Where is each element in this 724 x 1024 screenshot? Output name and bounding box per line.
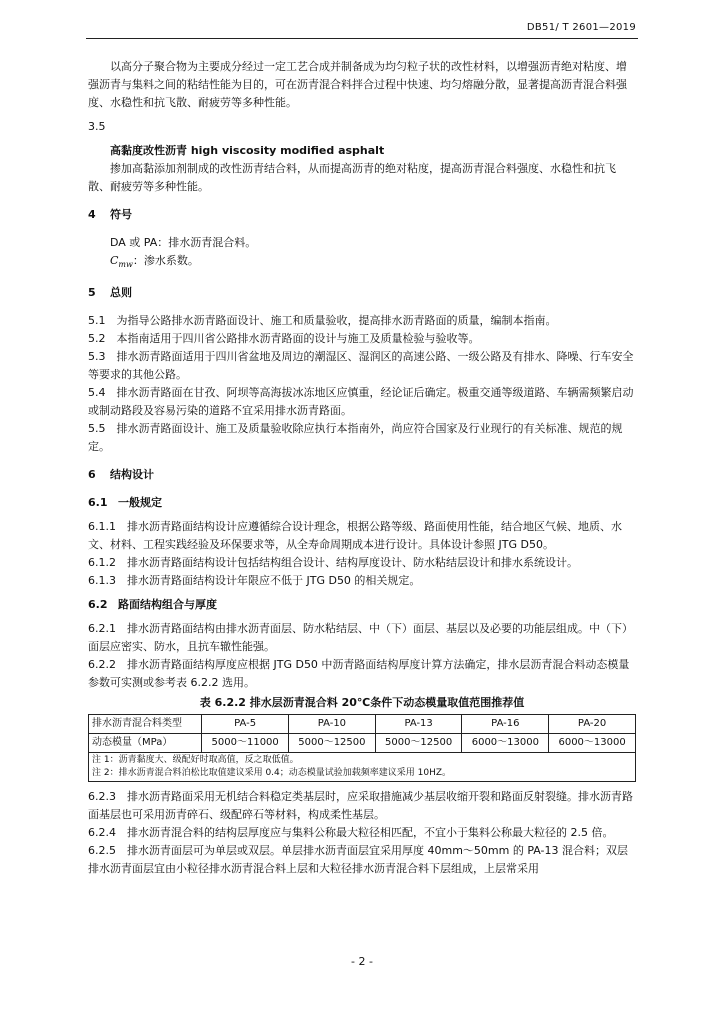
table-row-label: 动态模量（MPa） [89, 734, 202, 753]
clause-5-1: 5.1 为指导公路排水沥青路面设计、施工和质量验收，提高排水沥青路面的质量，编制本指南。 [88, 314, 557, 328]
table-cell-modulus: 5000～11000 [202, 734, 289, 753]
table-cell-type: PA-13 [375, 715, 462, 734]
clause-6-2-3: 6.2.3 排水沥青路面采用无机结合料稳定类基层时，应采取措施减少基层收缩开裂和路面反射裂缝。排水沥青路面基层也可采用沥青碎石、级配碎石等材料，构成柔性基层。 [88, 790, 633, 822]
standard-code: DB51/ T 2601—2019 [526, 22, 636, 33]
section-4-heading [88, 206, 636, 224]
table-note-1: 注 1：沥青黏度大、级配好时取高值，反之取低值。 [92, 755, 299, 766]
section-5-number: 5 [88, 286, 96, 300]
section-6-1-title: 一般规定 [118, 496, 162, 510]
dynamic-modulus-table [88, 714, 636, 782]
table-cell-modulus: 5000～12500 [289, 734, 376, 753]
table-cell-type: PA-20 [549, 715, 636, 734]
symbol-cmw-meaning: ：渗水系数。 [132, 254, 199, 267]
header-divider [86, 38, 638, 39]
section-6-title: 结构设计 [110, 468, 154, 482]
table-cell-modulus: 5000～12500 [375, 734, 462, 753]
symbol-cmw [88, 252, 636, 274]
table-notes [89, 753, 636, 782]
section-6-2-number: 6.2 [88, 598, 108, 612]
table-cell-type: PA-5 [202, 715, 289, 734]
clause-3-5-number: 3.5 [88, 120, 106, 133]
clause-5-3: 5.3 排水沥青路面适用于四川省盆地及周边的潮湿区、湿润区的高速公路、一级公路及有排水、降噪、行车安全等要求的其他公路。 [88, 350, 634, 382]
table-cell-type: PA-16 [462, 715, 549, 734]
section-6-number: 6 [88, 468, 96, 482]
clause-6-2-5: 6.2.5 排水沥青面层可为单层或双层。单层排水沥青面层宜采用厚度 40mm～50mm 的 PA-13 混合料；双层排水沥青面层宜由小粒径排水沥青混合料上层和大粒径排水沥青混合料下层组成，上层常采用 [88, 844, 629, 876]
symbol-mw-subscript: mw [118, 260, 133, 270]
clause-6-2-2: 6.2.2 排水沥青路面结构厚度应根据 JTG D50 中沥青路面结构厚度计算方法确定，排水层沥青混合料动态模量参数可实测或参考表 6.2.2 选用。 [88, 658, 630, 690]
section-6-1-number: 6.1 [88, 496, 108, 510]
document-body [88, 58, 636, 878]
clause-5-2: 5.2 本指南适用于四川省公路排水沥青路面的设计与施工及质量检验与验收等。 [88, 332, 480, 346]
table-cell-type: PA-10 [289, 715, 376, 734]
clause-6-1-3: 6.1.3 排水沥青路面结构设计年限应不低于 JTG D50 的相关规定。 [88, 574, 421, 588]
table-caption: 表 6.2.2 排水层沥青混合料 20℃条件下动态模量取值范围推荐值 [199, 696, 525, 710]
section-5-title: 总则 [110, 286, 132, 300]
section-6-heading [88, 466, 636, 484]
section-5-heading [88, 284, 636, 302]
table-row [89, 734, 636, 753]
section-4-number: 4 [88, 208, 96, 221]
table-notes-row [89, 753, 636, 782]
clause-6-1-1: 6.1.1 排水沥青路面结构设计应遵循综合设计理念，根据公路等级、路面使用性能，结合地区气候、地质、水文、材料、工程实践经验及环保要求等，从全寿命周期成本进行设计。具体设计参照 JTG D50。 [88, 520, 622, 552]
clause-5-5: 5.5 排水沥青路面设计、施工及质量验收除应执行本指南外，尚应符合国家及行业现行的有关标准、规范的规定。 [88, 422, 623, 454]
definition-3-4: 以高分子聚合物为主要成分经过一定工艺合成并制备成为均匀粒子状的改性材料，以增强沥青绝对粘度、增强沥青与集料之间的粘结性能为目的，可在沥青混合料拌合过程中快速、均匀熔融分散，显著提高沥青混合料强度、水稳性和抗飞散、耐疲劳等多种性能。 [88, 60, 627, 109]
table-row-header: 排水沥青混合料类型 [89, 715, 202, 734]
clause-6-1-2: 6.1.2 排水沥青路面结构设计包括结构组合设计、结构厚度设计、防水粘结层设计和排水系统设计。 [88, 556, 578, 570]
symbol-da-pa: DA 或 PA：排水沥青混合料。 [110, 236, 257, 249]
section-4-title: 符号 [110, 208, 132, 221]
clause-5-4: 5.4 排水沥青路面在甘孜、阿坝等高海拔冰冻地区应慎重，经论证后确定。极重交通等级道路、车辆需频繁启动或制动路段及容易污染的道路不宜采用排水沥青路面。 [88, 386, 634, 418]
table-note-2: 注 2：排水沥青混合料泊松比取值建议采用 0.4；动态模量试验加载频率建议采用 10HZ。 [92, 768, 452, 779]
clause-3-5-term: 高黏度改性沥青 high viscosity modified asphalt [110, 144, 385, 157]
table-cell-modulus: 6000～13000 [462, 734, 549, 753]
section-6-1-heading [88, 494, 636, 512]
page-number: - 2 - [351, 955, 373, 968]
clause-6-2-4: 6.2.4 排水沥青混合料的结构层厚度应与集料公称最大粒径相匹配，不宜小于集料公称最大粒径的 2.5 倍。 [88, 826, 614, 840]
table-cell-modulus: 6000～13000 [549, 734, 636, 753]
clause-3-5-definition: 掺加高黏添加剂制成的改性沥青结合料，从而提高沥青的绝对粘度，提高沥青混合料强度、水稳性和抗飞散、耐疲劳等多种性能。 [88, 162, 616, 193]
clause-6-2-1: 6.2.1 排水沥青路面结构由排水沥青面层、防水粘结层、中（下）面层、基层以及必要的功能层组成。中（下）面层应密实、防水，且抗车辙性能强。 [88, 622, 633, 654]
table-row [89, 715, 636, 734]
section-6-2-title: 路面结构组合与厚度 [118, 598, 217, 612]
symbol-c: C [110, 254, 119, 267]
section-6-2-heading [88, 596, 636, 614]
